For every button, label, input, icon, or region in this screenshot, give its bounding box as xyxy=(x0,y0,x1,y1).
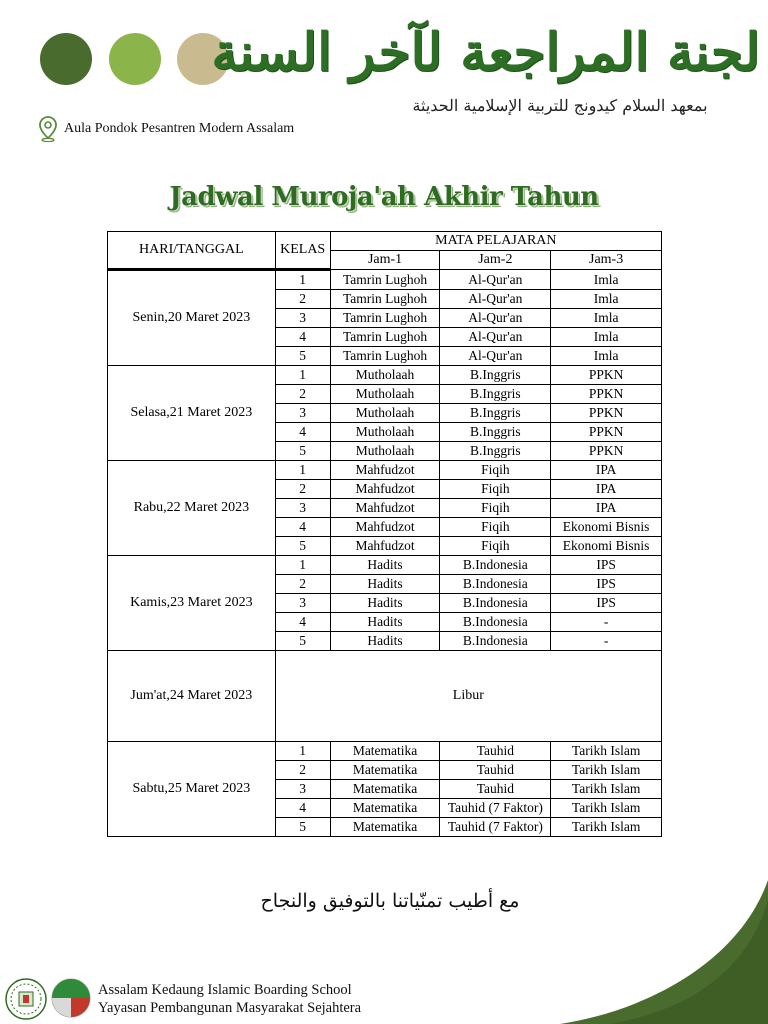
jam3-cell: Ekonomi Bisnis xyxy=(551,537,662,556)
arabic-institution-subtitle: بمعهد السلام كيدونج للتربية الإسلامية الحديثة xyxy=(412,96,708,115)
jam2-cell: Fiqih xyxy=(440,537,551,556)
jam3-cell: IPS xyxy=(551,594,662,613)
footer-logos xyxy=(5,978,91,1020)
jam2-cell: Fiqih xyxy=(440,461,551,480)
jam1-cell: Mutholaah xyxy=(330,404,440,423)
jam1-cell: Mahfudzot xyxy=(330,518,440,537)
jam3-cell: PPKN xyxy=(551,423,662,442)
jam3-cell: Tarikh Islam xyxy=(551,780,662,799)
class-cell: 2 xyxy=(275,575,330,594)
class-cell: 3 xyxy=(275,499,330,518)
jam1-cell: Hadits xyxy=(330,594,440,613)
class-cell: 3 xyxy=(275,404,330,423)
jam2-cell: B.Indonesia xyxy=(440,575,551,594)
jam2-cell: B.Indonesia xyxy=(440,632,551,651)
closing-wishes-arabic: مع أطيب تمنّياتنا بالتوفيق والنجاح xyxy=(260,890,520,912)
class-cell: 1 xyxy=(275,270,330,290)
jam1-cell: Hadits xyxy=(330,556,440,575)
jam1-cell: Mahfudzot xyxy=(330,537,440,556)
decor-circle-dark-green xyxy=(40,33,92,85)
class-cell: 4 xyxy=(275,423,330,442)
jam1-cell: Matematika xyxy=(330,818,440,837)
class-cell: 5 xyxy=(275,537,330,556)
jam2-cell: B.Indonesia xyxy=(440,556,551,575)
jam1-cell: Tamrin Lughoh xyxy=(330,309,440,328)
jam2-cell: Al-Qur'an xyxy=(440,270,551,290)
jam2-cell: Tauhid xyxy=(440,742,551,761)
jam1-cell: Mutholaah xyxy=(330,442,440,461)
schedule-body xyxy=(108,270,662,837)
jam2-cell: B.Indonesia xyxy=(440,613,551,632)
class-cell: 4 xyxy=(275,328,330,347)
foundation-logo xyxy=(51,978,91,1018)
header-class: KELAS xyxy=(275,232,330,270)
class-cell: 2 xyxy=(275,290,330,309)
school-seal-logo xyxy=(5,978,47,1020)
schedule-row xyxy=(108,366,662,385)
day-cell: Rabu,22 Maret 2023 xyxy=(108,461,276,556)
jam3-cell: PPKN xyxy=(551,385,662,404)
jam2-cell: Al-Qur'an xyxy=(440,347,551,366)
decor-circle-light-green xyxy=(109,33,161,85)
jam2-cell: Al-Qur'an xyxy=(440,309,551,328)
day-cell: Kamis,23 Maret 2023 xyxy=(108,556,276,651)
day-cell: Jum'at,24 Maret 2023 xyxy=(108,651,276,742)
jam3-cell: IPS xyxy=(551,575,662,594)
footer-school-name: Assalam Kedaung Islamic Boarding School xyxy=(98,982,352,998)
jam2-cell: Al-Qur'an xyxy=(440,328,551,347)
jam1-cell: Mahfudzot xyxy=(330,499,440,518)
jam1-cell: Mutholaah xyxy=(330,385,440,404)
jam2-cell: Al-Qur'an xyxy=(440,290,551,309)
schedule-row-holiday xyxy=(108,651,662,742)
location-pin-icon xyxy=(38,116,58,142)
jam2-cell: Tauhid xyxy=(440,761,551,780)
jam3-cell: Tarikh Islam xyxy=(551,761,662,780)
jam3-cell: PPKN xyxy=(551,442,662,461)
jam1-cell: Tamrin Lughoh xyxy=(330,270,440,290)
jam3-cell: Imla xyxy=(551,347,662,366)
jam3-cell: Tarikh Islam xyxy=(551,799,662,818)
jam2-cell: B.Inggris xyxy=(440,366,551,385)
class-cell: 4 xyxy=(275,799,330,818)
jam1-cell: Matematika xyxy=(330,761,440,780)
jam2-cell: B.Inggris xyxy=(440,423,551,442)
schedule-row xyxy=(108,556,662,575)
jam3-cell: PPKN xyxy=(551,366,662,385)
jam1-cell: Mutholaah xyxy=(330,423,440,442)
class-cell: 2 xyxy=(275,761,330,780)
jam2-cell: Fiqih xyxy=(440,499,551,518)
class-cell: 5 xyxy=(275,818,330,837)
jam3-cell: Imla xyxy=(551,328,662,347)
jam2-cell: Tauhid (7 Faktor) xyxy=(440,818,551,837)
jam2-cell: B.Inggris xyxy=(440,385,551,404)
jam1-cell: Hadits xyxy=(330,575,440,594)
schedule-row xyxy=(108,742,662,761)
jam3-cell: Imla xyxy=(551,270,662,290)
class-cell: 4 xyxy=(275,518,330,537)
jam1-cell: Matematika xyxy=(330,799,440,818)
jam1-cell: Hadits xyxy=(330,632,440,651)
jam2-cell: Fiqih xyxy=(440,480,551,499)
jam1-cell: Mutholaah xyxy=(330,366,440,385)
jam3-cell: Tarikh Islam xyxy=(551,742,662,761)
class-cell: 1 xyxy=(275,461,330,480)
day-cell: Senin,20 Maret 2023 xyxy=(108,270,276,366)
header-subjects: MATA PELAJARAN xyxy=(330,232,661,251)
jam2-cell: B.Indonesia xyxy=(440,594,551,613)
page-title: Jadwal Muroja'ah Akhir Tahun xyxy=(169,182,599,212)
jam1-cell: Tamrin Lughoh xyxy=(330,347,440,366)
class-cell: 3 xyxy=(275,309,330,328)
class-cell: 1 xyxy=(275,556,330,575)
class-cell: 3 xyxy=(275,780,330,799)
footer-foundation-name: Yayasan Pembangunan Masyarakat Sejahtera xyxy=(98,1000,362,1016)
header-jam2: Jam-2 xyxy=(440,251,551,270)
jam1-cell: Matematika xyxy=(330,742,440,761)
jam2-cell: Fiqih xyxy=(440,518,551,537)
jam1-cell: Tamrin Lughoh xyxy=(330,328,440,347)
schedule-table xyxy=(107,231,662,837)
header-day: HARI/TANGGAL xyxy=(108,232,276,270)
header-jam3: Jam-3 xyxy=(551,251,662,270)
header-jam1: Jam-1 xyxy=(330,251,440,270)
jam3-cell: PPKN xyxy=(551,404,662,423)
jam3-cell: - xyxy=(551,632,662,651)
class-cell: 3 xyxy=(275,594,330,613)
jam3-cell: IPA xyxy=(551,480,662,499)
holiday-cell: Libur xyxy=(275,651,661,742)
jam3-cell: IPS xyxy=(551,556,662,575)
jam3-cell: Imla xyxy=(551,309,662,328)
footer-text xyxy=(98,981,361,1017)
class-cell: 1 xyxy=(275,366,330,385)
jam1-cell: Hadits xyxy=(330,613,440,632)
jam1-cell: Mahfudzot xyxy=(330,480,440,499)
jam1-cell: Mahfudzot xyxy=(330,461,440,480)
location-text: Aula Pondok Pesantren Modern Assalam xyxy=(64,121,295,136)
class-cell: 5 xyxy=(275,632,330,651)
jam1-cell: Tamrin Lughoh xyxy=(330,290,440,309)
jam3-cell: - xyxy=(551,613,662,632)
day-cell: Selasa,21 Maret 2023 xyxy=(108,366,276,461)
day-cell: Sabtu,25 Maret 2023 xyxy=(108,742,276,837)
class-cell: 2 xyxy=(275,480,330,499)
class-cell: 2 xyxy=(275,385,330,404)
jam2-cell: B.Inggris xyxy=(440,442,551,461)
jam3-cell: Tarikh Islam xyxy=(551,818,662,837)
jam3-cell: Ekonomi Bisnis xyxy=(551,518,662,537)
arabic-committee-title: لجنة المراجعة لآخر السنة xyxy=(211,22,760,83)
jam1-cell: Matematika xyxy=(330,780,440,799)
class-cell: 5 xyxy=(275,347,330,366)
jam2-cell: Tauhid xyxy=(440,780,551,799)
location-line xyxy=(38,116,294,142)
class-cell: 4 xyxy=(275,613,330,632)
jam2-cell: Tauhid (7 Faktor) xyxy=(440,799,551,818)
jam3-cell: IPA xyxy=(551,499,662,518)
schedule-row xyxy=(108,461,662,480)
jam3-cell: Imla xyxy=(551,290,662,309)
jam2-cell: B.Inggris xyxy=(440,404,551,423)
schedule-row xyxy=(108,270,662,290)
class-cell: 1 xyxy=(275,742,330,761)
jam3-cell: IPA xyxy=(551,461,662,480)
class-cell: 5 xyxy=(275,442,330,461)
